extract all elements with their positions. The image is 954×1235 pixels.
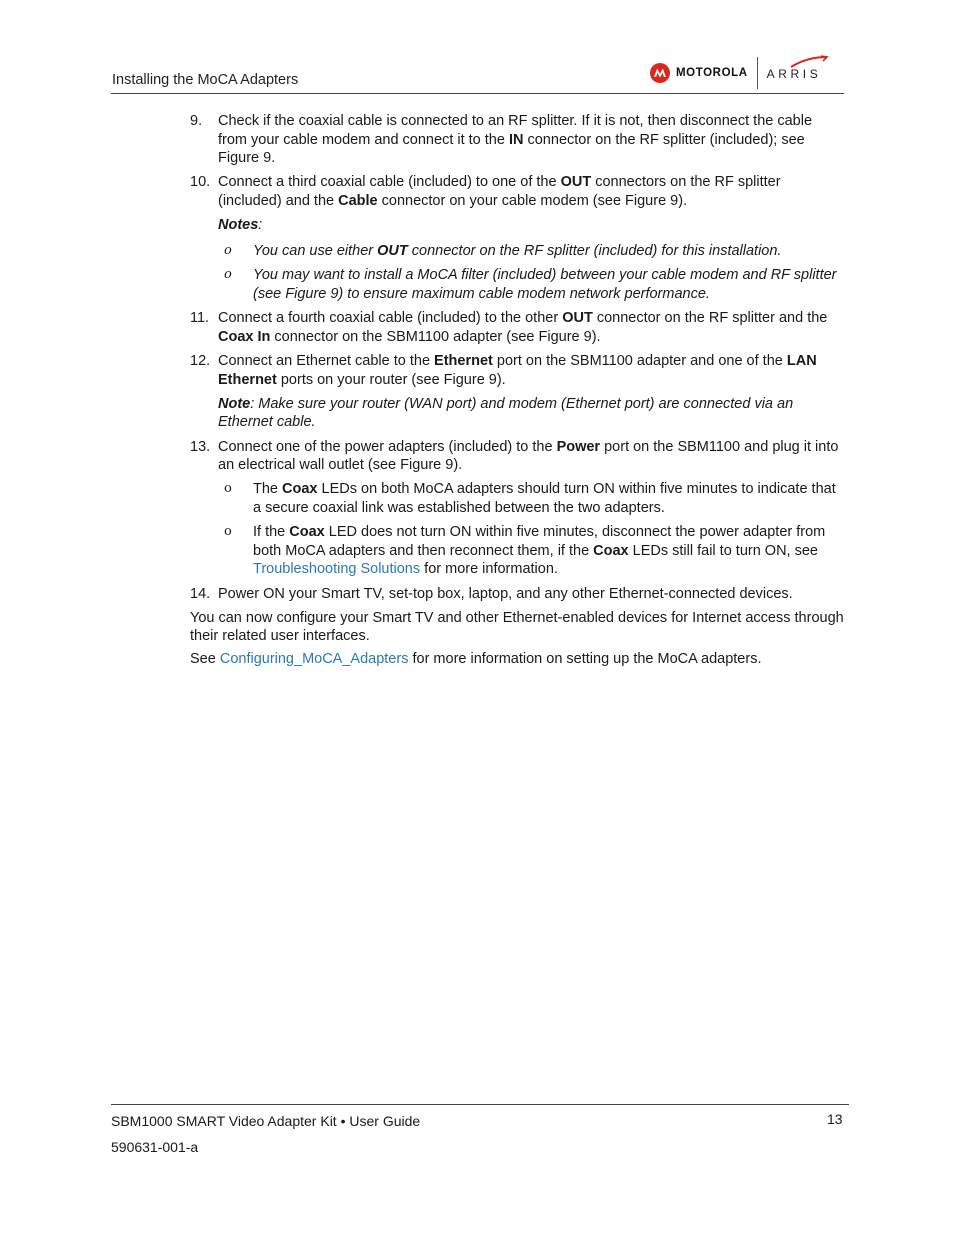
term-out: OUT [377, 243, 408, 260]
step-text: Connect a fourth coaxial cable (included) to the other [218, 310, 563, 327]
step-text: Power ON your Smart TV, set-top box, laptop, and any other Ethernet-connected devices. [218, 585, 793, 602]
step-text: connector on the RF splitter (included); see Figure 9. [218, 131, 805, 167]
configuring-moca-adapters-link[interactable]: Configuring_MoCA_Adapters [219, 651, 409, 668]
step-text: Connect one of the power adapters (included) to the [218, 438, 557, 455]
step-13-bullet [190, 523, 845, 579]
term-out: OUT [562, 310, 593, 327]
term-ethernet: Ethernet [434, 353, 493, 369]
step-text: Connect a third coaxial cable (included) to one of the [218, 174, 561, 191]
step-13 [190, 438, 845, 475]
note-bullet [190, 242, 845, 261]
step-text: port on the SBM1100 and plug it into an electrical wall outlet (see Figure 9). [218, 438, 839, 474]
term-coax: Coax [289, 524, 325, 541]
running-header-title: Installing the MoCA Adapters [112, 72, 299, 88]
see-also-text: for more information on setting up the MoCA adapters. [408, 651, 762, 668]
see-also-text: See [190, 651, 220, 668]
bullet-text: LEDs on both MoCA adapters should turn ON within five minutes to indicate that a secure coaxial link was established between the two adapters. [253, 481, 836, 516]
footer-rule [111, 1104, 849, 1105]
note-text: : Make sure your router (WAN port) and modem (Ethernet port) are connected via an Ethernet cable. [218, 395, 794, 431]
note-text: connector on the RF splitter (included) for this installation. [407, 243, 782, 260]
note-bullet [190, 266, 845, 303]
step-12 [190, 352, 845, 389]
bullet-text: for more information. [420, 561, 558, 578]
motorola-wordmark: MOTOROLA [676, 67, 748, 79]
motorola-batwing-icon [650, 63, 670, 83]
term-coax: Coax [282, 481, 318, 498]
step-text: connectors on the RF splitter (included) and the [218, 174, 781, 209]
term-lan-ethernet: LAN Ethernet [218, 353, 817, 388]
bullet-text: LEDs still fail to turn ON, see [628, 542, 818, 559]
step-9 [190, 112, 845, 168]
step-number: 13. [190, 438, 211, 455]
term-coax-in: Coax In [218, 328, 271, 345]
instructions-body [190, 112, 845, 673]
step-11 [190, 309, 845, 346]
term-coax: Coax [593, 542, 629, 559]
term-cable: Cable [338, 192, 378, 209]
arris-logo [767, 55, 831, 91]
bullet-text: The [253, 481, 283, 498]
step-text: Check if the coaxial cable is connected to an RF splitter. If it is not, then disconnect the cable from your cable modem and connect it to the [218, 113, 813, 148]
note-label: Note [218, 395, 251, 412]
step-number: 10. [190, 174, 211, 191]
logo-divider [757, 57, 758, 89]
notes-colon: : [258, 217, 263, 234]
step-14 [190, 585, 845, 604]
step-text: connector on the SBM1100 adapter (see Figure 9). [270, 328, 601, 345]
step-13-bullet [190, 480, 845, 517]
arris-wordmark: ARRIS [766, 67, 822, 81]
step-text: Connect an Ethernet cable to the [218, 353, 435, 369]
bullet-text: LED does not turn ON within five minutes, disconnect the power adapter from both MoCA adapters and then reconnect them, if the [253, 524, 826, 559]
footer-guide-title: SBM1000 SMART Video Adapter Kit • User Guide [111, 1113, 421, 1129]
step-number: 9. [190, 113, 203, 129]
note-text: You can use either [253, 243, 378, 260]
bullet-icon: o [224, 267, 232, 283]
notes-heading [190, 216, 845, 235]
step-text: connector on your cable modem (see Figure 9). [377, 192, 688, 209]
note-text: You may want to install a MoCA filter (included) between your cable modem and RF splitter (see Figure 9) to ensure maximum cable modem network performance. [253, 267, 837, 303]
bullet-icon: o [224, 243, 232, 259]
term-power: Power [556, 438, 601, 455]
bullet-icon: o [224, 524, 232, 540]
step-text: connector on the RF splitter and the [592, 310, 828, 327]
notes-label: Notes [218, 217, 259, 234]
closing-paragraph: You can now configure your Smart TV and other Ethernet-enabled devices for Internet access through their related user interfaces. [190, 609, 844, 645]
bullet-icon: o [224, 481, 232, 497]
step-10 [190, 173, 845, 210]
term-out: OUT [560, 174, 592, 191]
step-text: port on the SBM1100 adapter and one of the [492, 353, 787, 369]
document-number: 590631-001-a [111, 1139, 199, 1155]
step-number: 12. [190, 353, 211, 369]
troubleshooting-solutions-link[interactable]: Troubleshooting Solutions [253, 561, 421, 578]
bullet-text: If the [253, 524, 290, 541]
step-text: ports on your router (see Figure 9). [276, 371, 506, 388]
page-number: 13 [827, 1111, 843, 1127]
note-step-12 [190, 395, 845, 432]
see-also-paragraph [190, 650, 845, 669]
brand-logo [650, 55, 831, 91]
step-number: 14. [190, 585, 211, 602]
step-number: 11. [190, 310, 210, 327]
term-in: IN [508, 131, 524, 148]
header-rule [111, 93, 844, 94]
